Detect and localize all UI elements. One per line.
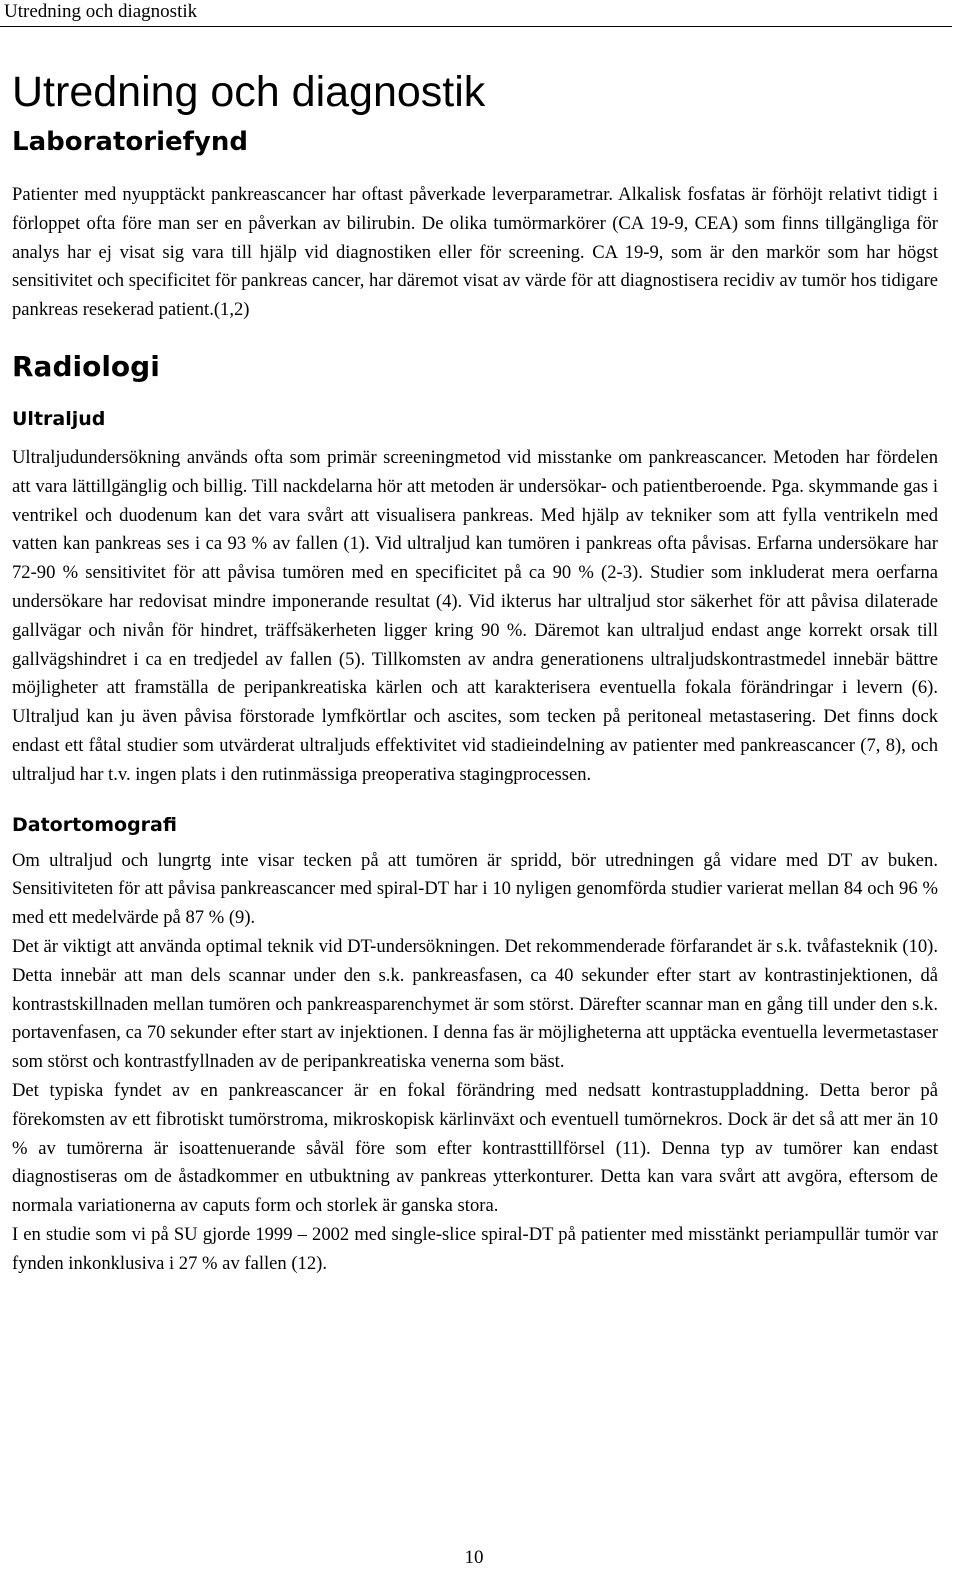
running-header-title: Utredning och diagnostik: [4, 1, 198, 22]
page-number: 10: [464, 1547, 484, 1568]
datortomografi-paragraph-1: Om ultraljud och lungrtg inte visar tecken på att tumören är spridd, bör utredningen gå vidare med DT av buken. Sensitiviteten för att påvisa pankreascancer med spiral-DT har i 10 nyligen genomförda studier varierat mellan 84 och 96 % med ett medelvärde på 87 % (9).: [12, 849, 938, 929]
datortomografi-paragraph-3: Det typiska fyndet av en pankreascancer är en fokal förändring med nedsatt kontrastuppladdning. Detta beror på förekomsten av ett fibrotiskt tumörstroma, mikroskopisk kärlinväxt och eventuell tumörnekros. Dock är det så att mer än 10 % av tumörerna är isoattenuerande såväl före som efter kontrasttillförsel (11). Denna typ av tumörer kan endast diagnostiseras om de åstadkommer en utbuktning av pankreas ytterkonturer. Detta kan vara svårt att avgöra, eftersom de normala variationerna av caputs form och storlek är ganska stora.: [12, 1079, 938, 1217]
document-body: [12, 66, 938, 1279]
subsection-heading-ultraljud: Ultraljud: [12, 407, 106, 430]
running-header: [0, 0, 952, 27]
subsection-heading-datortomografi: Datortomografi: [12, 813, 177, 836]
ultraljud-paragraph: Ultraljudundersökning används ofta som primär screeningmetod vid misstanke om pankreascancer. Metoden har fördelen att vara lättillgänglig och billig. Till nackdelarna hör att metoden är undersökar- och patientberoende. Pga. skymmande gas i ventrikel och duodenum kan det vara svårt att visualisera pankreas. Med hjälp av tekniker som att fylla ventrikeln med vatten kan pankreas ses i ca 93 % av fallen (1). Vid ultraljud kan tumören i pankreas ofta påvisas. Erfarna undersökare har 72-90 % sensitivitet för att påvisa tumören med en specificitet på ca 90 % (2-3). Studier som inkluderat mera oerfarna undersökare har redovisat mindre imponerande resultat (4). Vid ikterus har ultraljud stor säkerhet för att påvisa dilaterade gallvägar och nivån för hindret, träffsäkerheten ligger kring 90 %. Däremot kan ultraljud endast ange korrekt orsak till gallvägshindret i ca en tredjedel av fallen (5). Tillkomsten av andra generationens ultraljudskontrastmedel innebär bättre möjligheter att framställa de peripankreatiska kärlen och att karakterisera eventuella fokala förändringar i levern (6). Ultraljud kan ju även påvisa förstorade lymfkörtlar och ascites, som tecken på peritoneal metastasering. Det finns dock endast ett fåtal studier som utvärderat ultraljuds effektivitet vid stadieindelning av patienter med pankreascancer (7, 8), och ultraljud har t.v. ingen plats i den rutinmässiga preoperativa stagingprocessen.: [12, 446, 938, 785]
section-heading-laboratoriefynd: Laboratoriefynd: [12, 127, 248, 157]
datortomografi-paragraph-4: I en studie som vi på SU gjorde 1999 – 2002 med single-slice spiral-DT på patienter med misstänkt periampullär tumör var fynden inkonklusiva i 27 % av fallen (12).: [12, 1223, 938, 1274]
laboratoriefynd-paragraph: Patienter med nyupptäckt pankreascancer har oftast påverkade leverparametrar. Alkalisk fosfatas är förhöjt relativt tidigt i förloppet ofta före man ser en påverkan av bilirubin. De olika tumörmarkörer (CA 19-9, CEA) som finns tillgängliga för analys har ej visat sig vara till hjälp vid diagnostiken eller för screening. CA 19-9, som är den markör som har högst sensitivitet och specificitet för pankreas cancer, har däremot visat av värde för att diagnostisera recidiv av tumör hos tidigare pankreas resekerad patient.(1,2): [12, 184, 939, 321]
page-title: Utredning och diagnostik: [12, 68, 486, 116]
section-heading-radiologi: Radiologi: [12, 349, 160, 383]
datortomografi-paragraph-2: Det är viktigt att använda optimal teknik vid DT-undersökningen. Det rekommenderade förfarandet är s.k. tvåfasteknik (10). Detta innebär att man dels scannar under den s.k. pankreasfasen, ca 40 sekunder efter start av kontrastinjektionen, då kontrastskillnaden mellan tumören och pankreasparenchymet är som störst. Därefter scannar man en gång till under den s.k. portavenfasen, ca 70 sekunder efter start av injektionen. I denna fas är möjligheterna att upptäcka eventuella levermetastaser som störst och kontrastfyllnaden av de peripankreatiska venerna som bäst.: [12, 935, 938, 1073]
